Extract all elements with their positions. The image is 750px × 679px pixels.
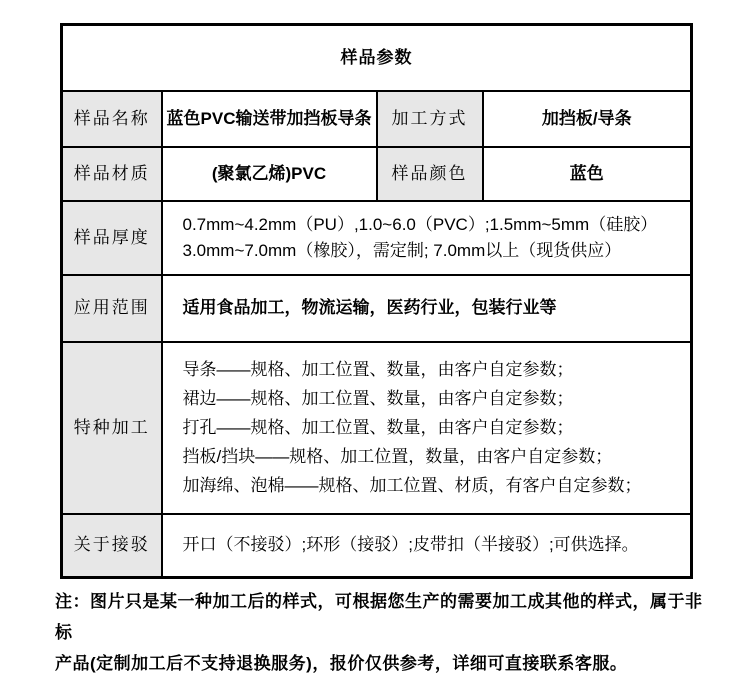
sample-color-label: 样品颜色 [377, 147, 483, 201]
sample-name-value: 蓝色PVC输送带加挡板导条 [162, 91, 377, 147]
table-row-application [62, 275, 692, 342]
table-row-special-processing [62, 342, 692, 514]
sample-name-label: 样品名称 [62, 91, 162, 147]
footer-note-line: 注：图片只是某一种加工后的样式，可根据您生产的需要加工成其他的样式，属于非标 [55, 592, 703, 642]
table-row-title [62, 25, 692, 91]
sample-thickness-value [162, 201, 692, 275]
thickness-line: 3.0mm~7.0mm（橡胶），需定制; 7.0mm以上（现货供应） [182, 240, 622, 260]
sample-parameters-table [60, 23, 693, 579]
sample-thickness-label: 样品厚度 [62, 201, 162, 275]
special-processing-line: 加海绵、泡棉——规格、加工位置、材质，有客户自定参数； [182, 476, 642, 495]
special-processing-line: 打孔——规格、加工位置、数量，由客户自定参数； [182, 418, 574, 437]
application-scope-value: 适用食品加工，物流运输，医药行业，包装行业等 [162, 275, 692, 342]
sample-color-value: 蓝色 [483, 147, 692, 201]
process-method-value: 加挡板/导条 [483, 91, 692, 147]
special-processing-line: 裙边——规格、加工位置、数量，由客户自定参数； [182, 389, 574, 408]
table-row-thickness [62, 201, 692, 275]
table-row-name-process [62, 91, 692, 147]
thickness-line: 0.7mm~4.2mm（PU）,1.0~6.0（PVC）;1.5mm~5mm（硅胶） [182, 214, 658, 234]
special-processing-value [162, 342, 692, 514]
footer-note-line: 产品(定制加工后不支持退换服务)，报价仅供参考，详细可直接联系客服。 [55, 654, 628, 673]
special-processing-line: 导条——规格、加工位置、数量，由客户自定参数； [182, 360, 574, 379]
process-method-label: 加工方式 [377, 91, 483, 147]
splice-label: 关于接驳 [62, 514, 162, 578]
special-processing-line: 挡板/挡块——规格、加工位置，数量，由客户自定参数； [182, 447, 613, 466]
sample-material-label: 样品材质 [62, 147, 162, 201]
splice-value: 开口（不接驳）;环形（接驳）;皮带扣（半接驳）;可供选择。 [162, 514, 692, 578]
application-scope-label: 应用范围 [62, 275, 162, 342]
sample-material-value: (聚氯乙烯)PVC [162, 147, 377, 201]
footer-note [55, 586, 703, 679]
table-row-splice [62, 514, 692, 578]
table-row-material-color [62, 147, 692, 201]
table-title: 样品参数 [62, 25, 692, 91]
special-processing-label: 特种加工 [62, 342, 162, 514]
